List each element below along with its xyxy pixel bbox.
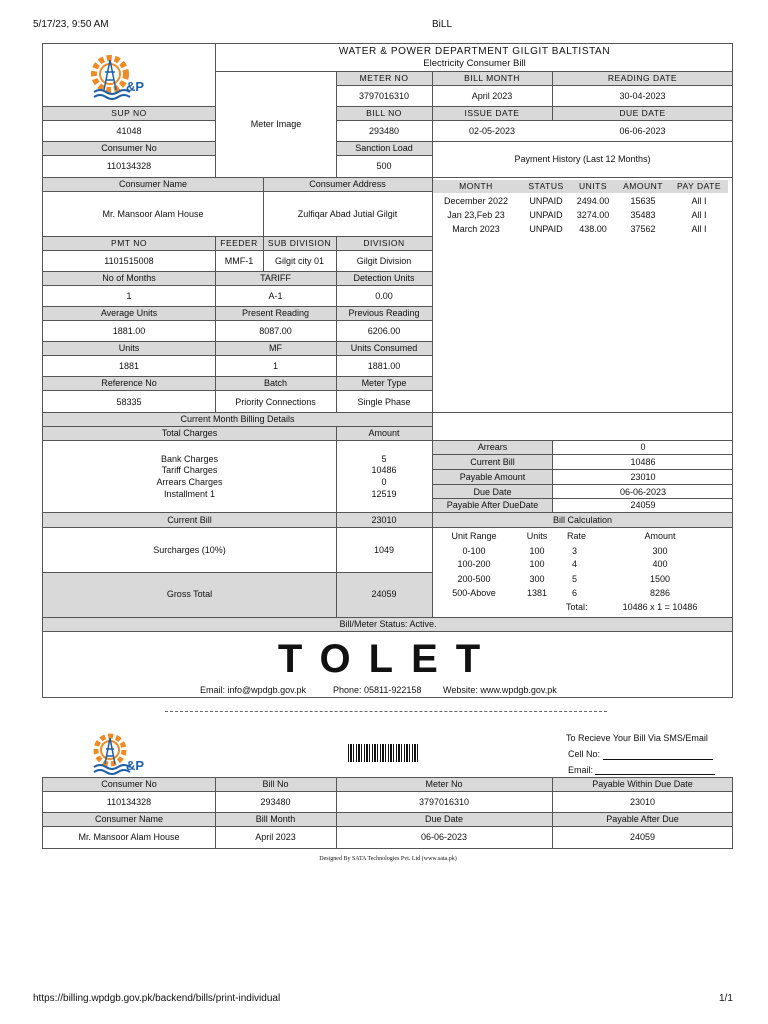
history-col-pay-date: PAY DATE	[677, 181, 721, 191]
slip-meter-no-value: 3797016310	[418, 797, 470, 807]
meter-no-label: METER NO	[359, 73, 409, 83]
units-label: Units	[118, 343, 140, 353]
slip-consumer-name-label: Consumer Name	[94, 814, 164, 824]
consumer-no-value: 110134328	[106, 161, 152, 171]
calc-rate: 4	[572, 559, 578, 569]
detection-units-value: 0.00	[375, 291, 393, 301]
bank-charges-label: Bank Charges	[160, 454, 219, 464]
slip-consumer-no-label: Consumer No	[101, 779, 157, 789]
summary-current-bill-label: Current Bill	[470, 457, 515, 467]
slip-bill-no-value: 293480	[260, 797, 291, 807]
history-col-status: STATUS	[528, 181, 564, 191]
current-bill-label: Current Bill	[167, 515, 212, 525]
reading-date-value: 30-04-2023	[619, 91, 666, 101]
current-bill-value: 23010	[371, 515, 397, 525]
reading-date-label: READING DATE	[607, 73, 678, 83]
payable-amount-label: Payable Amount	[459, 472, 526, 482]
due-date-value: 06-06-2023	[619, 126, 666, 136]
division-label: DIVISION	[363, 238, 405, 248]
arrears-charges-label: Arrears Charges	[156, 477, 223, 487]
history-units: 2494.00	[576, 196, 610, 206]
table-row: 200-500	[457, 574, 491, 584]
billing-details-title: Current Month Billing Details	[180, 414, 295, 424]
calc-amount: 400	[652, 559, 668, 569]
history-col-month: MONTH	[459, 181, 493, 191]
units-consumed-value: 1881.00	[367, 361, 401, 371]
print-page-number: 1/1	[719, 993, 733, 1004]
calc-rate: 3	[572, 546, 578, 556]
slip-consumer-name-value: Mr. Mansoor Alam House	[78, 832, 180, 842]
pmt-no-value: 1101515008	[104, 256, 154, 266]
meter-type-value: Single Phase	[357, 397, 411, 407]
division-value: Gilgit Division	[356, 256, 412, 266]
bill-meter-status: Bill/Meter Status: Active.	[339, 619, 437, 629]
consumer-name-value: Mr. Mansoor Alam House	[102, 209, 204, 219]
slip-meter-no-label: Meter No	[425, 779, 463, 789]
calc-amount: 8286	[649, 588, 671, 598]
bill-no-value: 293480	[368, 126, 400, 136]
tariff-charges-value: 10486	[371, 465, 397, 475]
issue-date-value: 02-05-2023	[468, 126, 516, 136]
history-pay-date: All I	[691, 196, 707, 206]
history-status: UNPAID	[529, 210, 563, 220]
slip-logo	[88, 730, 166, 776]
slip-payable-within-value: 23010	[629, 797, 656, 807]
calc-amount: 1500	[649, 574, 671, 584]
table-row: December 2022	[443, 196, 509, 206]
average-units-label: Average Units	[100, 308, 158, 318]
table-row: 100-200	[457, 559, 491, 569]
present-reading-value: 8087.00	[259, 326, 292, 336]
installment-label: Installment 1	[163, 489, 216, 499]
slip-bill-month-value: April 2023	[255, 832, 296, 842]
units-value: 1881	[118, 361, 140, 371]
table-row: 0-100	[462, 546, 486, 556]
calc-rate: 5	[572, 574, 578, 584]
no-of-months-label: No of Months	[102, 273, 156, 283]
barcode	[348, 744, 418, 762]
present-reading-label: Present Reading	[241, 308, 310, 318]
gross-total-label: Gross Total	[166, 589, 213, 599]
calc-units: 100	[529, 546, 545, 556]
contact-phone: Phone: 05811-922158	[333, 685, 422, 695]
consumer-address-label: Consumer Address	[309, 179, 386, 189]
gross-total-value: 24059	[371, 589, 397, 599]
sms-title: To Recieve Your Bill Via SMS/Email	[566, 733, 708, 743]
slip-consumer-no-value: 110134328	[106, 797, 152, 807]
bill-month-value: April 2023	[471, 91, 513, 101]
department-name: WATER & POWER DEPARTMENT GILGIT BALTISTAN	[338, 46, 611, 57]
meter-type-label: Meter Type	[361, 378, 407, 388]
table-row: March 2023	[452, 224, 500, 234]
payable-after-due-label: Payable After DueDate	[446, 500, 539, 510]
tariff-charges-label: Tariff Charges	[161, 465, 218, 475]
pmt-no-label: PMT NO	[111, 238, 147, 248]
sanction-load-value: 500	[376, 161, 392, 171]
print-datetime: 5/17/23, 9:50 AM	[33, 19, 109, 30]
surcharges-label: Surcharges (10%)	[153, 545, 226, 555]
arrears-value: 0	[640, 442, 646, 452]
units-consumed-label: Units Consumed	[350, 343, 418, 353]
bill-calculation-title: Bill Calculation	[552, 515, 613, 525]
slip-payable-after-label: Payable After Due	[606, 814, 679, 824]
batch-value: Priority Connections	[235, 397, 316, 407]
calc-col-rate: Rate	[567, 531, 587, 541]
issue-date-label: ISSUE DATE	[464, 108, 520, 118]
contact-email: Email: info@wpdgb.gov.pk	[200, 685, 307, 695]
slip-due-date-value: 06-06-2023	[420, 832, 468, 842]
previous-reading-label: Previous Reading	[348, 308, 420, 318]
reference-no-label: Reference No	[101, 378, 157, 388]
mf-value: 1	[272, 361, 278, 371]
table-row: 500-Above	[452, 588, 496, 598]
cell-no-field[interactable]	[603, 759, 713, 760]
designed-by-credit: Designed By SATA Technologies Pvt. Ltd (www.sata.pk)	[319, 856, 457, 862]
history-amount: 15635	[630, 196, 656, 206]
bill-month-label: BILL MONTH	[464, 73, 520, 83]
tariff-value: A-1	[268, 291, 283, 301]
history-units: 3274.00	[576, 210, 610, 220]
calc-col-amount: Amount	[644, 531, 676, 541]
meter-image-placeholder: Meter Image	[250, 119, 302, 129]
calc-total-value: 10486 x 1 = 10486	[622, 602, 698, 612]
summary-due-date-label: Due Date	[473, 487, 512, 497]
payable-amount-value: 23010	[630, 472, 656, 482]
sup-no-label: SUP NO	[111, 108, 147, 118]
history-col-units: UNITS	[579, 181, 607, 191]
bill-subtitle: Electricity Consumer Bill	[423, 58, 526, 69]
tolet-banner: TOLET	[277, 637, 499, 681]
bill-no-label: BILL NO	[366, 108, 402, 118]
cell-no-label: Cell No:	[568, 749, 601, 759]
bank-charges-value: 5	[381, 454, 387, 464]
email-label: Email:	[568, 765, 594, 775]
table-row: Jan 23,Feb 23	[447, 210, 505, 220]
slip-due-date-label: Due Date	[424, 814, 464, 824]
calc-total-label: Total:	[566, 602, 588, 612]
cut-line	[165, 711, 607, 712]
feeder-label: FEEDER	[220, 238, 258, 248]
history-amount: 37562	[630, 224, 656, 234]
due-date-label: DUE DATE	[619, 108, 666, 118]
email-field[interactable]	[595, 774, 715, 775]
slip-bill-no-label: Bill No	[262, 779, 289, 789]
sup-no-value: 41048	[116, 126, 142, 136]
sub-division-label: SUB DIVISION	[267, 238, 332, 248]
print-url[interactable]: https://billing.wpdgb.gov.pk/backend/bills/print-individual	[33, 993, 281, 1004]
surcharges-value: 1049	[373, 545, 395, 555]
calc-col-units: Units	[526, 531, 548, 541]
arrears-charges-value: 0	[381, 477, 387, 487]
contact-website: Website: www.wpdgb.gov.pk	[443, 685, 557, 695]
reference-no-value: 58335	[116, 397, 142, 407]
mf-label: MF	[269, 343, 282, 353]
tariff-label: TARIFF	[260, 273, 291, 283]
calc-amount: 300	[652, 546, 668, 556]
history-amount: 35483	[630, 210, 656, 220]
sub-division-value: Gilgit city 01	[274, 256, 325, 266]
history-status: UNPAID	[529, 224, 563, 234]
total-charges-label: Total Charges	[161, 428, 218, 438]
print-title: BiLL	[432, 19, 453, 30]
payment-history-title: Payment History (Last 12 Months)	[514, 154, 651, 164]
slip-logo-text: &P	[126, 758, 145, 773]
sanction-load-label: Sanction Load	[355, 143, 413, 153]
history-units: 438.00	[579, 224, 607, 234]
previous-reading-value: 6206.00	[367, 326, 401, 336]
amount-label: Amount	[368, 428, 400, 438]
summary-due-date-value: 06-06-2023	[619, 487, 667, 497]
slip-payable-within-label: Payable Within Due Date	[592, 779, 693, 789]
history-pay-date: All I	[691, 224, 707, 234]
consumer-no-label: Consumer No	[101, 143, 157, 153]
no-of-months-value: 1	[126, 291, 132, 301]
calc-rate: 6	[572, 588, 578, 598]
history-status: UNPAID	[529, 196, 563, 206]
consumer-name-label: Consumer Name	[118, 179, 188, 189]
slip-payable-after-value: 24059	[629, 832, 656, 842]
wpd-logo	[88, 50, 166, 104]
arrears-label: Arrears	[477, 442, 508, 452]
summary-current-bill-value: 10486	[630, 457, 656, 467]
batch-label: Batch	[263, 378, 287, 388]
slip-bill-month-label: Bill Month	[255, 814, 296, 824]
detection-units-label: Detection Units	[353, 273, 415, 283]
calc-units: 300	[529, 574, 545, 584]
consumer-address-value: Zulfiqar Abad Jutial Gilgit	[297, 209, 398, 219]
calc-units: 1381	[526, 588, 548, 598]
average-units-value: 1881.00	[112, 326, 146, 336]
payable-after-due-value: 24059	[630, 500, 656, 510]
history-pay-date: All I	[691, 210, 707, 220]
feeder-value: MMF-1	[224, 256, 254, 266]
logo-text: &P	[126, 79, 145, 94]
meter-no-value: 3797016310	[358, 91, 410, 101]
calc-units: 100	[529, 559, 545, 569]
calc-col-unit-range: Unit Range	[451, 531, 497, 541]
installment-value: 12519	[371, 489, 397, 499]
history-col-amount: AMOUNT	[623, 181, 663, 191]
